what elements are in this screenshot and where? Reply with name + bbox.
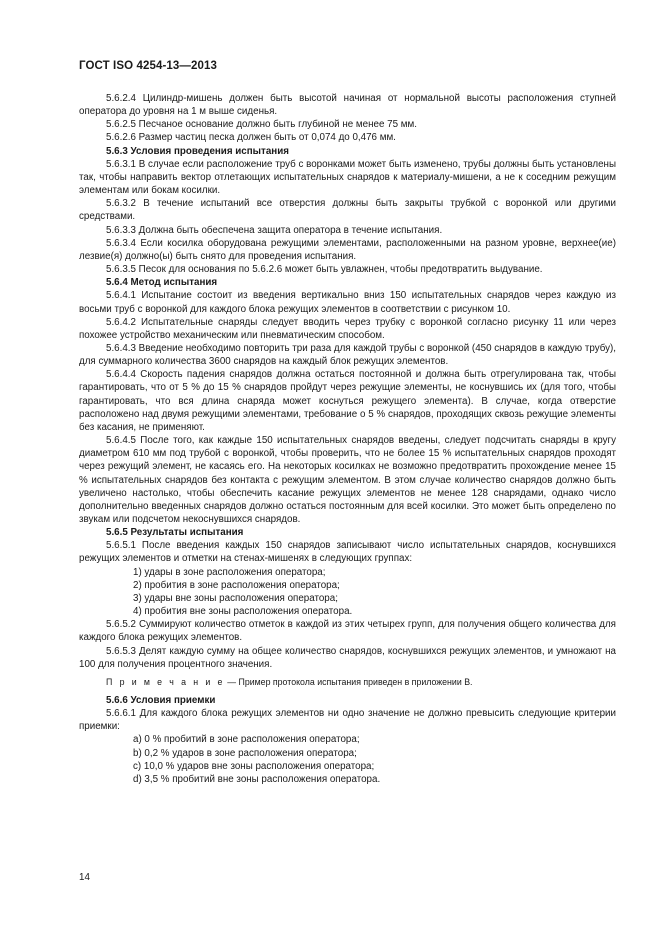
paragraph: 5.6.3.3 Должна быть обеспечена защита оператора в течение испытания. bbox=[106, 224, 443, 236]
paragraph: 5.6.3.2 В течение испытаний все отверстия должны быть закрыты трубкой с воронкой или другими средствами. bbox=[79, 198, 616, 223]
paragraph: 5.6.5.3 Делят каждую сумму на общее количество снарядов, коснувшихся режущих элементов, и умножают на 100 для получения процентного значения. bbox=[79, 645, 616, 670]
paragraph: 5.6.5.1 После введения каждых 150 снарядов записывают число испытательных снарядов, коснувшихся режущих элементов и отметки на стенах-мишенях в следующих группах: bbox=[79, 540, 616, 565]
paragraph: 5.6.4.1 Испытание состоит из введения вертикально вниз 150 испытательных снарядов через каждую из восьми труб с воронкой для каждого блока режущих элементов в соответствии с рисунком 10. bbox=[79, 290, 616, 315]
list-item: 2) пробития в зоне расположения оператора; bbox=[133, 579, 340, 591]
paragraph: 5.6.2.5 Песчаное основание должно быть глубиной не менее 75 мм. bbox=[106, 119, 417, 131]
paragraph: 5.6.3.4 Если косилка оборудована режущими элементами, расположенными на разном уровне, верхнее(ие) лезвие(я) должно(ы) быть снято для проведения испытания. bbox=[79, 237, 616, 262]
paragraph: 5.6.4.5 После того, как каждые 150 испытательных снарядов введены, следует подсчитать снаряды в кругу диаметром 610 мм под трубой с воронкой, чтобы проверить, что не более 15 % испытательных снарядов проходят через режущий элемент, не касаясь его. На некоторых косилках не возможно предотвратить прохождение менее 15 % испытательных снарядов без контакта с режущим элементом. В этом случае количество снарядов должно быть увеличено настолько, чтобы обеспечить касание режущих элементов не менее 128 снарядами, однако число дополнительно введенных снарядов должно остаться постоянным для всей косилки. Это может быть определено по звукам или подсчетом некоснувшихся снарядов. bbox=[79, 435, 616, 525]
list-item: 3) удары вне зоны расположения оператора; bbox=[133, 592, 338, 604]
paragraph: 5.6.2.4 Цилиндр-мишень должен быть высотой начиная от нормальной высоты расположения ступней оператора до уровня на 1 м выше сиденья. bbox=[79, 93, 616, 118]
list-item: a) 0 % пробитий в зоне расположения оператора; bbox=[133, 734, 360, 746]
document-body bbox=[79, 92, 616, 786]
page-number: 14 bbox=[79, 872, 90, 883]
paragraph: 5.6.4.4 Скорость падения снарядов должна остаться постоянной и должна быть отрегулирована так, чтобы гарантировать, что от 5 % до 15 % снарядов пройдут через режущие элементы, не коснувшись их (для того, чтобы гарантировать, что вся длина снаряда может коснуться режущего элемента). В случае, когда отверстие расположено над двумя режущими элементами, требование о 5 % снарядов, проходящих сквозь режущие элементы без касания, не применяют. bbox=[79, 369, 616, 433]
paragraph: 5.6.3.5 Песок для основания по 5.6.2.6 может быть увлажнен, чтобы предотвратить выдувание. bbox=[106, 264, 543, 276]
paragraph: 5.6.4.3 Введение необходимо повторить три раза для каждой трубы с воронкой (450 снарядов в каждую трубу), для суммарного количества 3600 снарядов на каждый блок режущих элементов. bbox=[79, 342, 616, 368]
note-text: — Пример протокола испытания приведен в приложении В. bbox=[224, 676, 473, 687]
list-item: c) 10,0 % ударов вне зоны расположения оператора; bbox=[133, 760, 375, 772]
note-label: П р и м е ч а н и е bbox=[106, 676, 225, 687]
list-item: 4) пробития вне зоны расположения оператора. bbox=[133, 606, 353, 618]
section-heading: 5.6.3 Условия проведения испытания bbox=[106, 145, 289, 157]
paragraph: 5.6.2.6 Размер частиц песка должен быть от 0,074 до 0,476 мм. bbox=[106, 132, 396, 144]
list-item: d) 3,5 % пробитий вне зоны расположения оператора. bbox=[133, 773, 381, 785]
paragraph: 5.6.6.1 Для каждого блока режущих элементов ни одно значение не должно превысить следующие критерии приемки: bbox=[79, 708, 616, 733]
list-item: b) 0,2 % ударов в зоне расположения оператора; bbox=[133, 747, 357, 759]
paragraph: 5.6.4.2 Испытательные снаряды следует вводить через трубку с воронкой согласно рисунку 11 или через похожее устройство механическим или пневматическим способом. bbox=[79, 316, 616, 341]
section-heading: 5.6.5 Результаты испытания bbox=[106, 527, 244, 539]
section-heading: 5.6.4 Метод испытания bbox=[106, 277, 218, 289]
paragraph: 5.6.5.2 Суммируют количество отметок в каждой из этих четырех групп, для получения общего количества для каждого блока режущих элементов. bbox=[79, 619, 616, 644]
paragraph: 5.6.3.1 В случае если расположение труб с воронками может быть изменено, трубы должны быть установлены так, чтобы направить вектор отлетающих испытательных снарядов к материалу-мишени, а не к соседним режущим элементам или бокам косилки. bbox=[79, 158, 616, 197]
list-item: 1) удары в зоне расположения оператора; bbox=[133, 566, 326, 578]
section-heading: 5.6.6 Условия приемки bbox=[106, 694, 216, 706]
document-header: ГОСТ ISO 4254-13—2013 bbox=[79, 60, 217, 72]
note bbox=[79, 676, 616, 688]
